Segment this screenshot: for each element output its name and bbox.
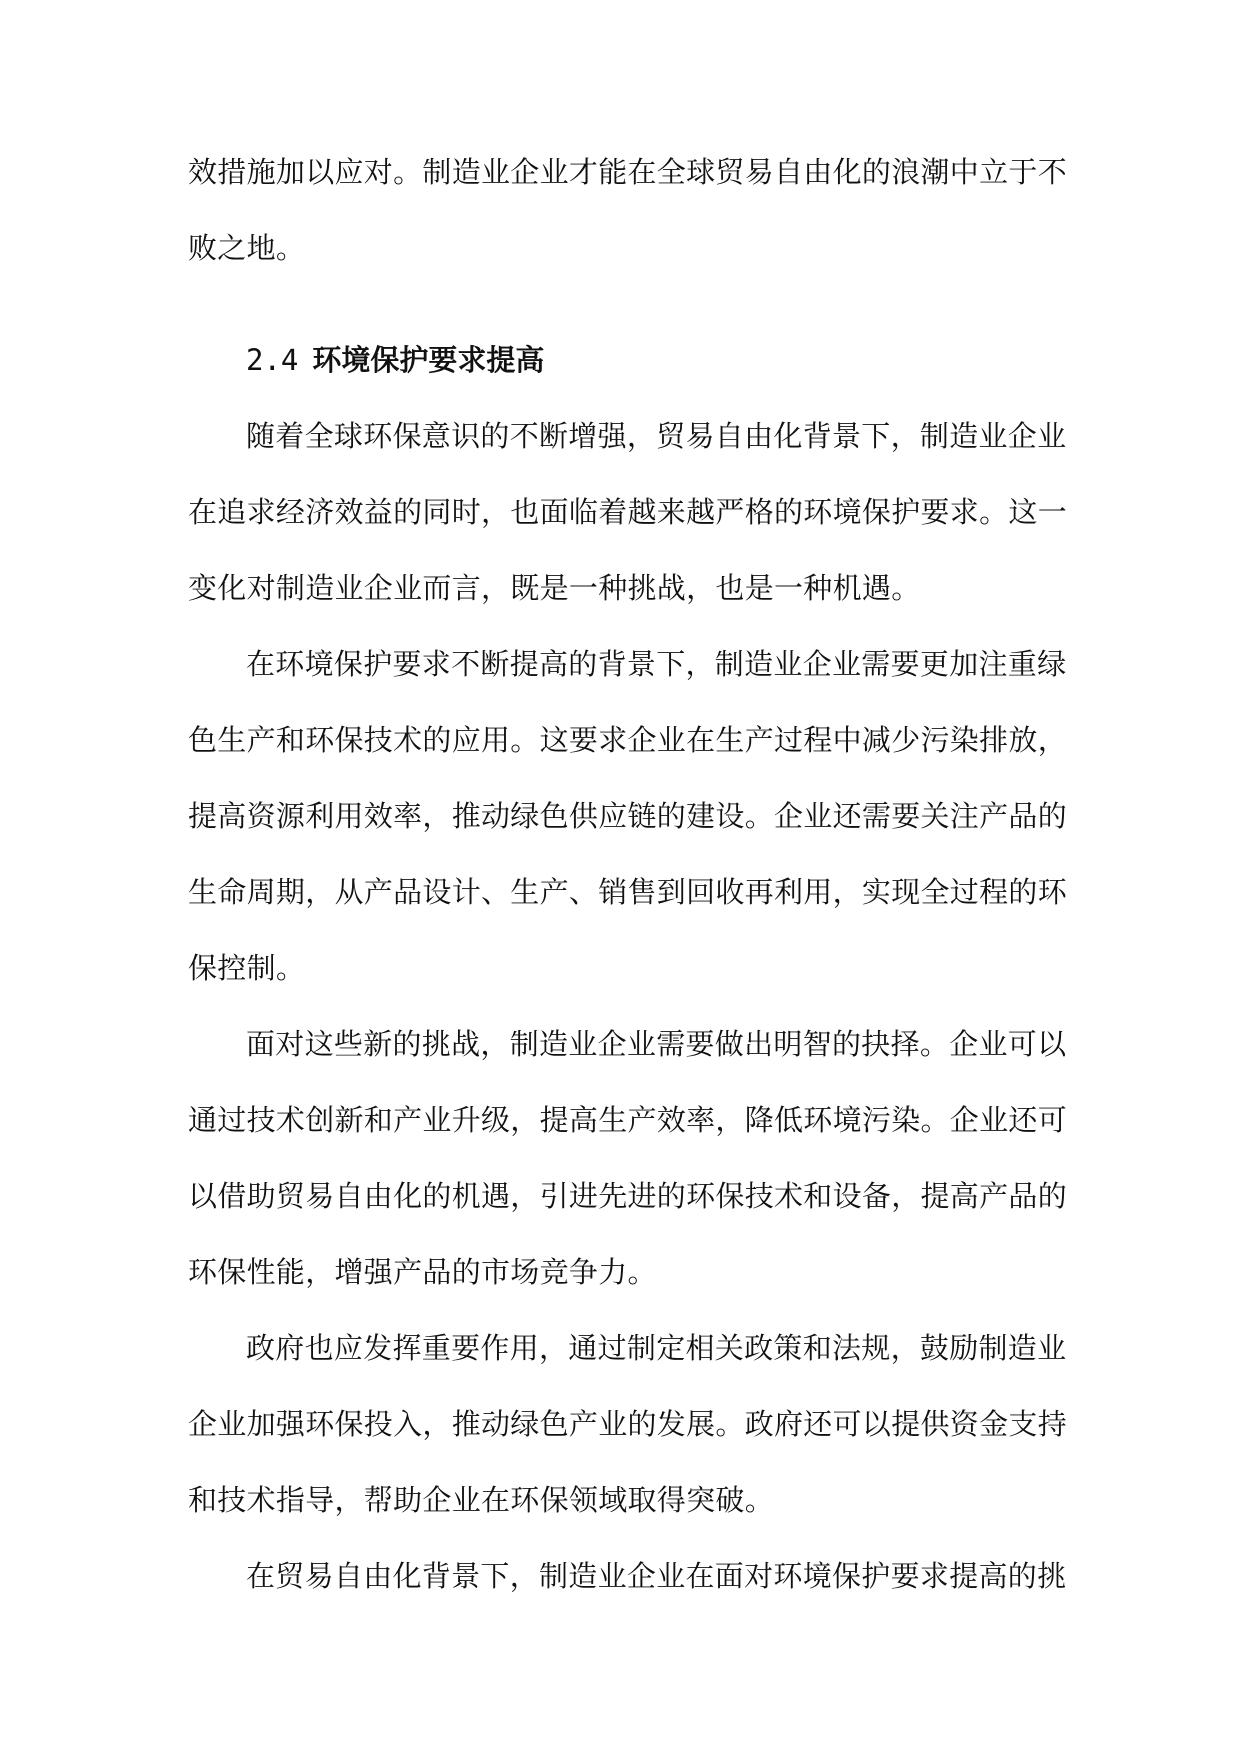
text-line: 在追求经济效益的同时，也面临着越来越严格的环境保护要求。这一 bbox=[188, 495, 1068, 529]
text-line: 以借助贸易自由化的机遇，引进先进的环保技术和设备，提高产品的 bbox=[188, 1179, 1068, 1213]
text-line: 提高资源利用效率，推动绿色供应链的建设。企业还需要关注产品的 bbox=[188, 799, 1068, 833]
text-line: 生命周期，从产品设计、生产、销售到回收再利用，实现全过程的环 bbox=[188, 875, 1068, 909]
text-line: 变化对制造业企业而言，既是一种挑战，也是一种机遇。 bbox=[188, 571, 921, 605]
text-line: 企业加强环保投入，推动绿色产业的发展。政府还可以提供资金支持 bbox=[188, 1407, 1068, 1441]
text-line: 和技术指导，帮助企业在环保领域取得突破。 bbox=[188, 1483, 775, 1517]
section-title: 环境保护要求提高 bbox=[312, 343, 545, 377]
paragraph bbox=[188, 1310, 1068, 1538]
text-line: 色生产和环保技术的应用。这要求企业在生产过程中减少污染排放， bbox=[188, 723, 1068, 757]
paragraph bbox=[188, 1006, 1068, 1310]
intro-paragraph bbox=[188, 134, 1068, 286]
text-line: 环保性能，增强产品的市场竞争力。 bbox=[188, 1255, 657, 1289]
text-line: 败之地。 bbox=[188, 231, 306, 265]
text-line: 效措施加以应对。制造业企业才能在全球贸易自由化的浪潮中立于不 bbox=[188, 155, 1068, 189]
section-number: 2.4 bbox=[246, 343, 299, 377]
document-body bbox=[188, 134, 1068, 1614]
text-line: 政府也应发挥重要作用，通过制定相关政策和法规，鼓励制造业 bbox=[246, 1331, 1067, 1365]
text-line: 随着全球环保意识的不断增强，贸易自由化背景下，制造业企业 bbox=[246, 419, 1067, 453]
paragraph bbox=[188, 398, 1068, 626]
text-line: 在环境保护要求不断提高的背景下，制造业企业需要更加注重绿 bbox=[246, 647, 1067, 681]
section-heading bbox=[188, 322, 1060, 398]
text-line: 通过技术创新和产业升级，提高生产效率，降低环境污染。企业还可 bbox=[188, 1103, 1068, 1137]
text-line: 在贸易自由化背景下，制造业企业在面对环境保护要求提高的挑 bbox=[246, 1559, 1067, 1593]
paragraph bbox=[188, 626, 1068, 1006]
paragraph bbox=[188, 1538, 1067, 1614]
text-line: 面对这些新的挑战，制造业企业需要做出明智的抉择。企业可以 bbox=[246, 1027, 1067, 1061]
text-line: 保控制。 bbox=[188, 951, 306, 985]
